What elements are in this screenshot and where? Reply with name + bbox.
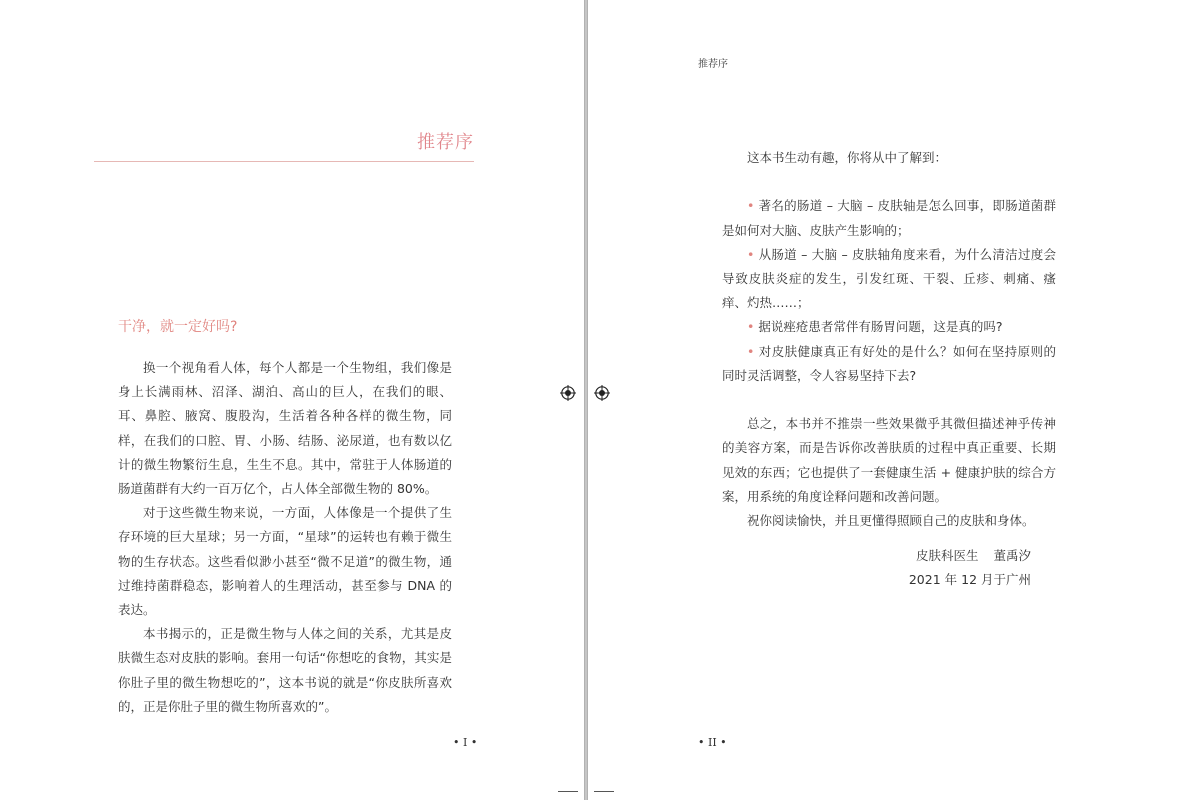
bullet-item bbox=[722, 243, 1056, 316]
bullet-icon: • bbox=[747, 319, 755, 335]
spacer bbox=[722, 170, 1056, 194]
bullet-item bbox=[722, 315, 1056, 339]
signature-block bbox=[909, 544, 1031, 592]
bullet-icon: • bbox=[747, 246, 755, 262]
page-number: • I • bbox=[453, 736, 478, 749]
book-gutter bbox=[584, 0, 588, 800]
bullet-text: 从肠道 – 大脑 – 皮肤轴角度来看，为什么清洁过度会导致皮肤炎症的发生，引发红斑、干裂、丘疹、刺痛、瘙痒、灼热……； bbox=[722, 246, 1056, 311]
registration-mark-icon bbox=[594, 385, 610, 401]
left-body-text bbox=[118, 356, 452, 719]
section-title: 推荐序 bbox=[417, 132, 474, 153]
closing-paragraph: 祝你阅读愉快，并且更懂得照顾自己的皮肤和身体。 bbox=[747, 513, 1035, 529]
bullet-item bbox=[722, 340, 1056, 388]
author-title: 皮肤科医生 bbox=[915, 548, 979, 563]
paragraph: 对于这些微生物来说，一方面，人体像是一个提供了生存环境的巨大星球；另一方面，“星球”的运转也有赖于微生物的生存状态。这些看似渺小甚至“微不足道”的微生物，通过维持菌群稳态，影响着人的生理活动，甚至参与 DNA 的表达。 bbox=[118, 505, 452, 618]
bullet-icon: • bbox=[747, 198, 755, 214]
bullet-text: 对皮肤健康真正有好处的是什么？如何在坚持原则的同时灵活调整，令人容易坚持下去? bbox=[722, 343, 1056, 383]
paragraph: 换一个视角看人体，每个人都是一个生物组，我们像是身上长满雨林、沼泽、湖泊、高山的巨人，在我们的眼、耳、鼻腔、腋窝、腹股沟，生活着各种各样的微生物，同样，在我们的口腔、胃、小肠、结肠、泌尿道，也有数以亿计的微生物繁衍生息，生生不息。其中，常驻于人体肠道的肠道菌群有大约一百万亿个，占人体全部微生物的 80%。 bbox=[118, 360, 452, 497]
signature-date: 2021 年 12 月于广州 bbox=[908, 572, 1031, 588]
paragraph: 本书揭示的，正是微生物与人体之间的关系，尤其是皮肤微生态对皮肤的影响。套用一句话“你想吃的食物，其实是你肚子里的微生物想吃的”，这本书说的就是“你皮肤所喜欢的，正是你肚子里的微生物所喜欢的”。 bbox=[118, 626, 452, 714]
running-head: 推荐序 bbox=[698, 59, 728, 70]
intro-text: 这本书生动有趣，你将从中了解到： bbox=[747, 150, 948, 165]
right-body-text bbox=[722, 146, 1056, 533]
author-name: 董禹汐 bbox=[993, 548, 1031, 563]
crop-mark bbox=[558, 791, 578, 792]
crop-mark bbox=[594, 791, 614, 792]
left-page bbox=[0, 0, 584, 800]
bullet-icon: • bbox=[747, 343, 755, 359]
bullet-text: 据说痤疮患者常伴有肠胃问题，这是真的吗? bbox=[758, 319, 1003, 335]
subheading: 干净，就一定好吗? bbox=[118, 319, 238, 335]
signature-line bbox=[909, 544, 1031, 568]
spacer bbox=[722, 388, 1056, 412]
registration-mark-icon bbox=[560, 385, 576, 401]
title-divider bbox=[94, 161, 474, 162]
bullet-item bbox=[722, 194, 1056, 242]
closing-paragraph: 总之，本书并不推崇一些效果微乎其微但描述神乎传神的美容方案，而是告诉你改善肤质的过程中真正重要、长期见效的东西；它也提供了一套健康生活 + 健康护肤的综合方案，用系统的角度诠释问题和改善问题。 bbox=[722, 416, 1056, 504]
bullet-text: 著名的肠道 – 大脑 – 皮肤轴是怎么回事，即肠道菌群是如何对大脑、皮肤产生影响的； bbox=[722, 198, 1056, 238]
page-number: • II • bbox=[698, 736, 727, 749]
